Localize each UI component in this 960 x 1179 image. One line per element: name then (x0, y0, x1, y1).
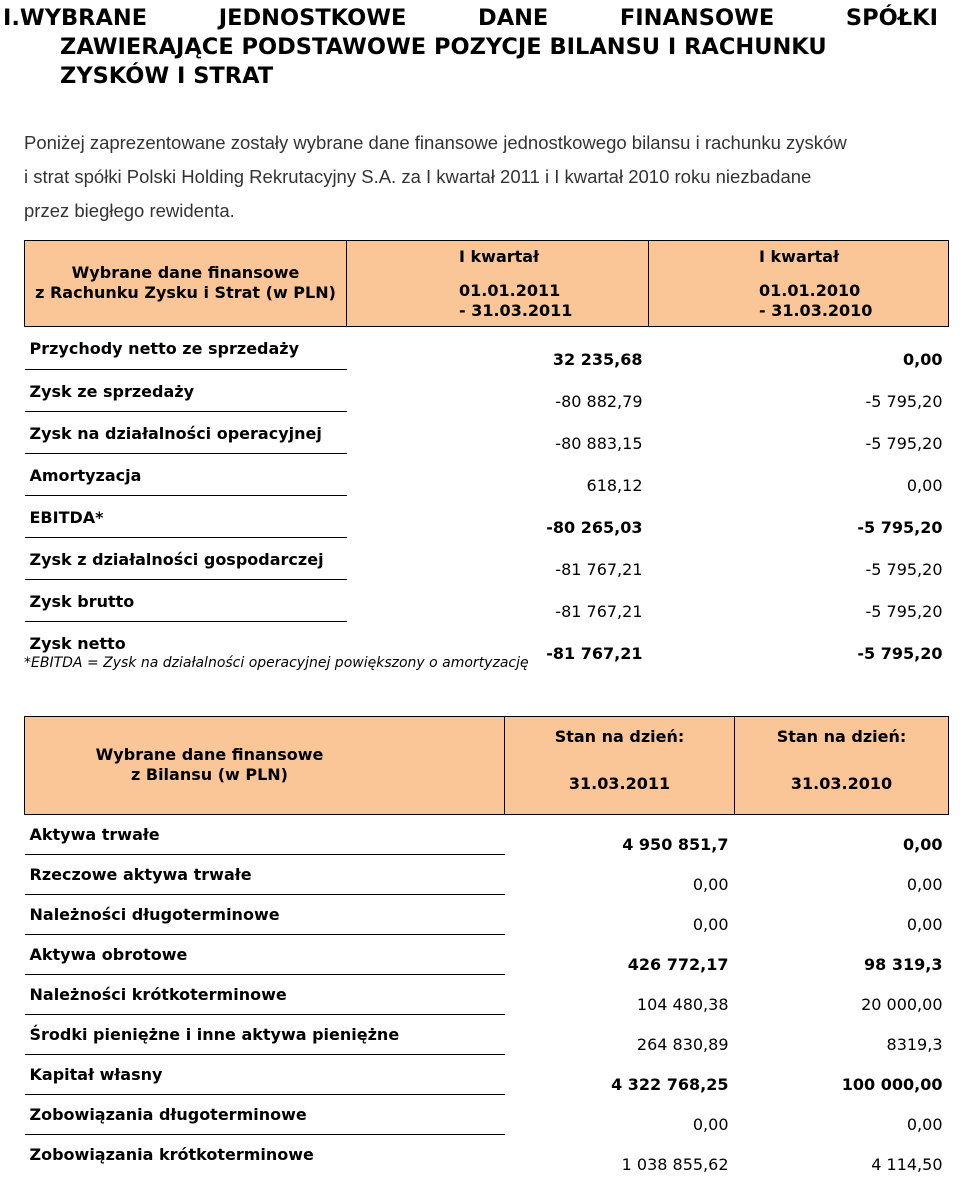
row-value-current: -80 883,15 (555, 434, 643, 453)
row-value-previous: -5 795,20 (857, 644, 943, 663)
row-value-previous: 100 000,00 (841, 1074, 943, 1094)
table-header-row (25, 241, 949, 327)
balance-sheet-table (24, 716, 949, 1175)
row-value-previous: 0,00 (906, 914, 943, 934)
table-row (25, 1015, 949, 1055)
row-label: Aktywa obrotowe (25, 935, 505, 975)
ebitda-footnote: *EBITDA = Zysk na działalności operacyjnej powiększony o amortyzację (24, 655, 529, 671)
row-label: EBITDA* (25, 495, 347, 537)
row-value-previous: -5 795,20 (865, 392, 943, 411)
table-row (25, 1135, 949, 1175)
income-header-label-cell (25, 241, 347, 327)
row-label: Zysk na działalności operacyjnej (25, 411, 347, 453)
period-from: 01.01.2011 (459, 281, 561, 300)
row-label: Zysk z działalności gospodarczej (25, 537, 347, 579)
row-label: Przychody netto ze sprzedaży (25, 327, 347, 370)
heading-word: JEDNOSTKOWE (218, 5, 407, 31)
income-header-line-1: Wybrane dane finansowe (71, 263, 300, 282)
table-row (25, 579, 949, 621)
row-value-current: -80 882,79 (555, 392, 643, 411)
table-row (25, 327, 949, 370)
income-header-period-1 (347, 241, 649, 327)
row-value-previous: 8319,3 (886, 1034, 943, 1054)
row-value-previous: 4 114,50 (871, 1154, 943, 1174)
row-label: Należności krótkoterminowe (25, 975, 505, 1015)
row-value-current: 104 480,38 (636, 994, 729, 1014)
period-quarter: I kwartał (459, 247, 540, 266)
intro-paragraph (24, 126, 936, 228)
intro-line: Poniżej zaprezentowane zostały wybrane dane finansowe jednostkowego bilansu i rachunku zysków (24, 132, 847, 153)
row-value-previous: -5 795,20 (865, 560, 943, 579)
heading-word: DANE (478, 5, 549, 31)
row-value-current: -80 265,03 (546, 518, 643, 537)
row-value-current: 0,00 (692, 914, 729, 934)
row-label: Zysk netto (25, 621, 347, 663)
period-to: - 31.03.2010 (759, 301, 873, 320)
row-value-current: -81 767,21 (546, 644, 643, 663)
table-row (25, 411, 949, 453)
row-value-previous: 0,00 (903, 350, 943, 369)
income-header-line-2: z Rachunku Zysku i Strat (w PLN) (35, 283, 336, 302)
heading-line-2: ZAWIERAJĄCE PODSTAWOWE POZYCJE BILANSU I RACHUNKU (60, 34, 827, 60)
row-label: Zobowiązania długoterminowe (25, 1095, 505, 1135)
row-value-current: 1 038 855,62 (621, 1154, 729, 1174)
balance-header-date-2 (735, 717, 949, 815)
period-from: 01.01.2010 (759, 281, 861, 300)
table-row (25, 895, 949, 935)
row-value-previous: 0,00 (906, 1114, 943, 1134)
row-value-current: 0,00 (692, 874, 729, 894)
balance-date: 31.03.2011 (568, 774, 671, 793)
row-label: Należności długoterminowe (25, 895, 505, 935)
row-label: Amortyzacja (25, 453, 347, 495)
row-label: Rzeczowe aktywa trwałe (25, 855, 505, 895)
table-row (25, 935, 949, 975)
table-row (25, 495, 949, 537)
balance-header-line-1: Wybrane dane finansowe (95, 745, 324, 764)
row-value-previous: 98 319,3 (864, 954, 943, 974)
row-value-current: 32 235,68 (552, 350, 643, 369)
table-row (25, 537, 949, 579)
row-label: Zysk ze sprzedaży (25, 369, 347, 411)
balance-date-label: Stan na dzień: (776, 727, 907, 746)
table-row (25, 453, 949, 495)
balance-date: 31.03.2010 (790, 774, 893, 793)
balance-header-label-cell (25, 717, 505, 815)
intro-line: przez biegłego rewidenta. (24, 200, 235, 221)
table-header-row (25, 717, 949, 815)
row-value-current: 264 830,89 (636, 1034, 729, 1054)
balance-header-line-2: z Bilansu (w PLN) (130, 765, 288, 784)
heading-line-3: ZYSKÓW I STRAT (60, 63, 274, 89)
table-row (25, 855, 949, 895)
row-value-previous: 0,00 (903, 835, 943, 854)
row-value-current: 0,00 (692, 1114, 729, 1134)
period-to: - 31.03.2011 (459, 301, 573, 320)
row-value-current: 426 772,17 (627, 954, 729, 974)
heading-word: SPÓŁKI (845, 5, 938, 31)
row-value-previous: -5 795,20 (857, 518, 943, 537)
period-quarter: I kwartał (759, 247, 840, 266)
row-label: Środki pieniężne i inne aktywa pieniężne (25, 1015, 505, 1055)
section-heading (3, 4, 938, 91)
table-row (25, 1095, 949, 1135)
heading-word: I.WYBRANE (3, 5, 148, 31)
heading-word: FINANSOWE (619, 5, 775, 31)
balance-header-date-1 (505, 717, 735, 815)
row-value-current: -81 767,21 (555, 560, 643, 579)
income-header-period-2 (649, 241, 949, 327)
intro-line: i strat spółki Polski Holding Rekrutacyjny S.A. za I kwartał 2011 i I kwartał 2010 roku niezbadane (24, 166, 812, 187)
row-value-current: -81 767,21 (555, 602, 643, 621)
heading-line-1 (3, 4, 938, 33)
row-value-previous: 20 000,00 (861, 994, 943, 1014)
row-value-previous: 0,00 (906, 476, 943, 495)
row-label: Kapitał własny (25, 1055, 505, 1095)
row-value-current: 4 322 768,25 (611, 1074, 729, 1094)
row-value-previous: -5 795,20 (865, 602, 943, 621)
row-label: Zobowiązania krótkoterminowe (25, 1135, 505, 1175)
balance-date-label: Stan na dzień: (554, 727, 685, 746)
table-row (25, 1055, 949, 1095)
row-value-previous: -5 795,20 (865, 434, 943, 453)
table-row (25, 975, 949, 1015)
row-label: Aktywa trwałe (25, 815, 505, 855)
row-label: Zysk brutto (25, 579, 347, 621)
income-statement-table (24, 240, 949, 663)
row-value-current: 618,12 (586, 476, 643, 495)
row-value-previous: 0,00 (906, 874, 943, 894)
row-value-current: 4 950 851,7 (622, 835, 729, 854)
table-row (25, 369, 949, 411)
table-row (25, 815, 949, 855)
